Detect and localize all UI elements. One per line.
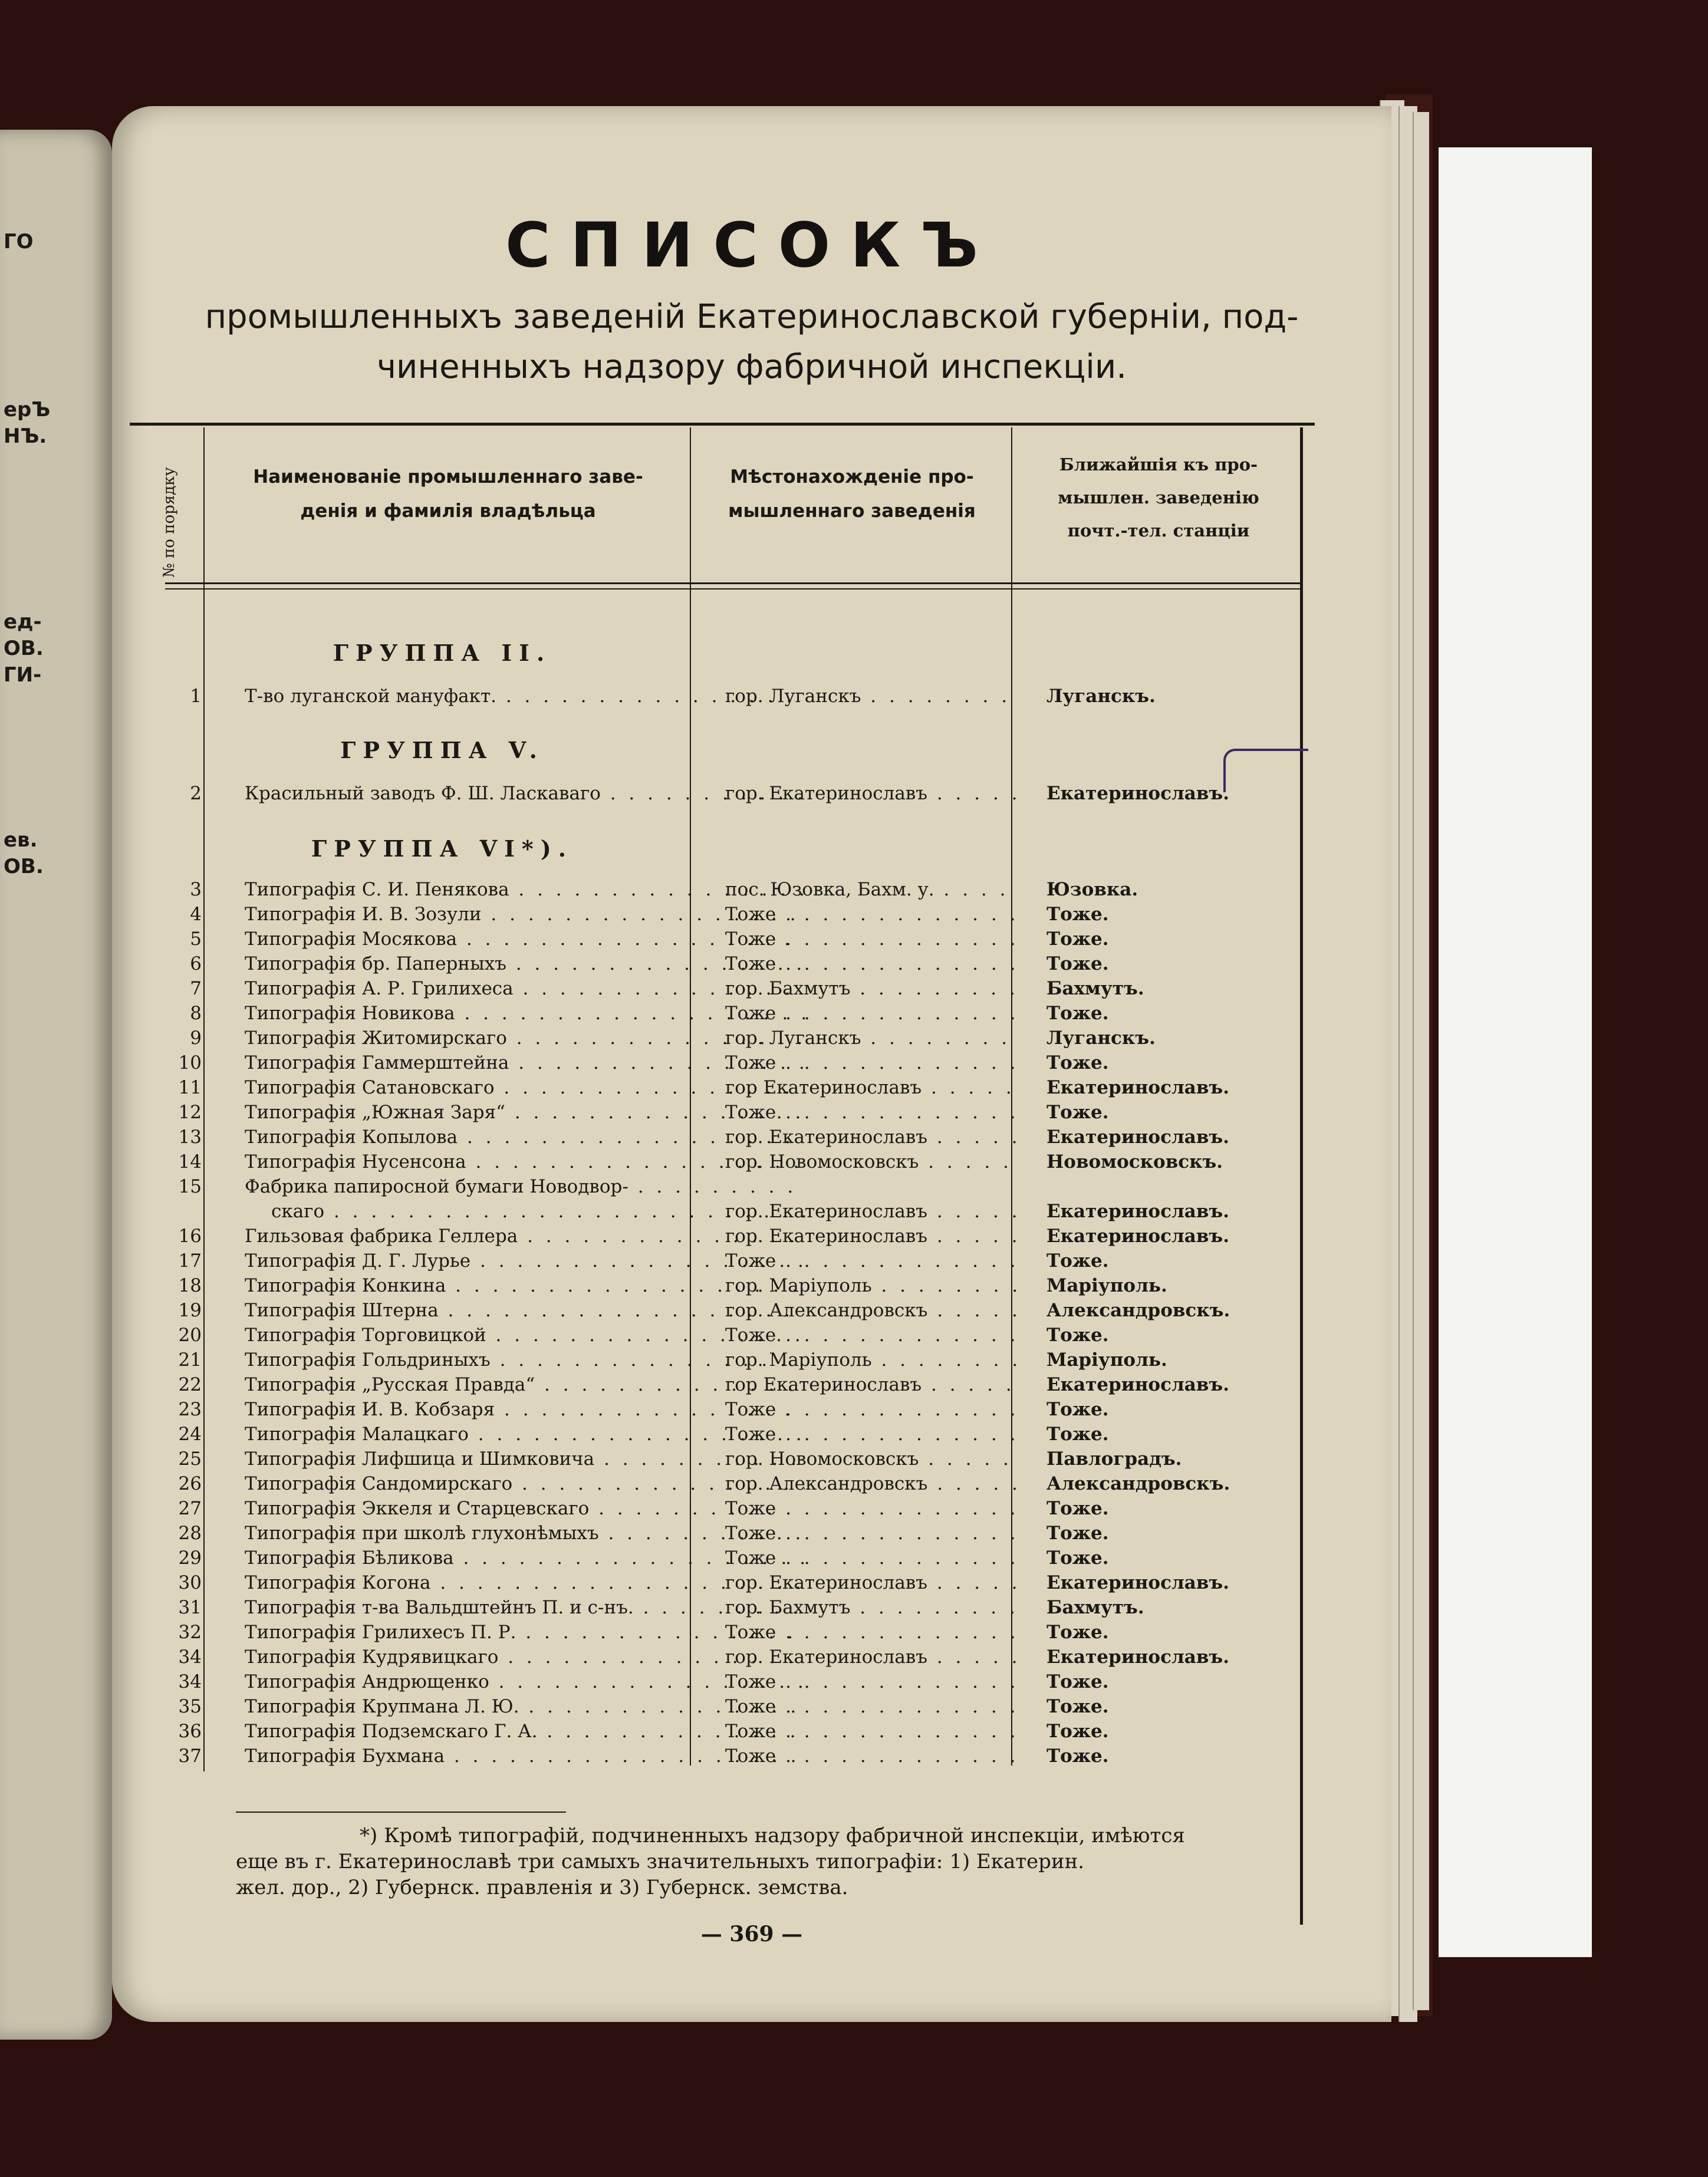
establishment-name-continued: скаго . . . [271, 1199, 831, 1224]
table-row [112, 1546, 1391, 1570]
footnote-line: жел. дор., 2) Губернск. правленія и 3) Губернск. земства. [236, 1876, 848, 1899]
establishment-name: Типографія Копылова . . . [245, 1125, 805, 1150]
establishment-location: Тоже . . . [725, 902, 1020, 927]
post-station: Тоже. [1046, 904, 1109, 925]
backing-card [1439, 147, 1592, 1957]
row-number: 19 [178, 1300, 202, 1321]
establishment-name: Типографія Андрющенко . . . [245, 1669, 805, 1694]
post-station: Тоже. [1046, 1721, 1109, 1742]
left-page-text: ОВ. [4, 637, 44, 660]
table-row [112, 1570, 1391, 1595]
establishment-name: Типографія Штерна . . . [245, 1298, 805, 1323]
row-number: 4 [190, 904, 202, 925]
row-number: 31 [178, 1597, 202, 1618]
establishment-name: Красильный заводъ Ф. Ш. Ласкаваго . . . [245, 781, 805, 806]
header-num-label: № по порядку [160, 467, 178, 578]
header-bottom-rule [165, 588, 1303, 589]
table-row [112, 877, 1391, 902]
establishment-location: Тоже . . . [725, 1249, 1020, 1273]
table-row [112, 1150, 1391, 1174]
row-number: 21 [178, 1349, 202, 1371]
establishment-location: гор. Бахмутъ . . . [725, 1595, 1020, 1620]
establishment-location: гор. Новомосковскъ . . . [725, 1150, 1020, 1174]
establishment-location: Тоже . . . [725, 1744, 1020, 1768]
row-number: 35 [178, 1696, 202, 1717]
row-number: 28 [178, 1523, 202, 1544]
post-station: Бахмутъ. [1046, 978, 1144, 999]
establishment-location: гор. Маріуполь . . . [725, 1348, 1020, 1372]
row-number: 37 [178, 1745, 202, 1767]
establishment-name: Фабрика папиросной бумаги Новодвор- . . . [245, 1174, 805, 1199]
left-page-text: НЪ. [4, 424, 47, 448]
post-station: Александровскъ. [1046, 1300, 1230, 1321]
establishment-location: Тоже . . . [725, 1050, 1020, 1075]
left-page-text: ГИ- [4, 663, 42, 687]
group-title: ГРУППА V. [340, 737, 544, 763]
row-number: 30 [178, 1572, 202, 1593]
row-number: 16 [178, 1226, 202, 1247]
row-number: 24 [178, 1424, 202, 1445]
left-page-text: ев. [4, 828, 38, 852]
row-number: 10 [178, 1052, 202, 1073]
table-row [112, 1620, 1391, 1645]
establishment-location: гор. Екатеринославъ . . . [725, 1570, 1020, 1595]
ink-bracket-mark [1223, 749, 1308, 792]
establishment-location: гор. Луганскъ . . . [725, 684, 1020, 709]
establishment-name: Типографія Кудрявицкаго . . . [245, 1645, 805, 1669]
row-number: 13 [178, 1127, 202, 1148]
header-location [696, 460, 1008, 528]
left-page-text: ед- [4, 610, 42, 634]
row-number: 15 [178, 1176, 202, 1197]
header-post-line: Ближайшія къ про- [1059, 454, 1258, 475]
establishment-location: Тоже . . . [725, 951, 1020, 976]
row-number: 3 [190, 879, 202, 900]
establishment-name: Типографія Сандомирскаго . . . [245, 1471, 805, 1496]
table-row [112, 1521, 1391, 1546]
establishment-location: гор. Екатеринославъ . . . [725, 1199, 1020, 1224]
header-post-station [1017, 448, 1300, 547]
establishment-location: гор. Екатеринославъ . . . [725, 1224, 1020, 1249]
establishment-location: гор. Екатеринославъ . . . [725, 781, 1020, 806]
footnote-rule [236, 1812, 566, 1813]
post-station: Юзовка. [1046, 879, 1138, 900]
table-row [112, 1372, 1391, 1397]
establishment-name: Типографія „Русская Правда“ . . . [245, 1372, 805, 1397]
establishment-name: Типографія Житомирскаго . . . [245, 1026, 805, 1050]
establishment-name: Типографія Бѣликова . . . [245, 1546, 805, 1570]
post-station: Екатеринославъ. [1046, 1201, 1229, 1222]
post-station: Александровскъ. [1046, 1473, 1230, 1494]
left-page-fragment [0, 130, 112, 2040]
table-row [112, 1298, 1391, 1323]
establishment-name: Типографія Гольдриныхъ . . . [245, 1348, 805, 1372]
table-row [112, 1719, 1391, 1744]
post-station: Екатеринославъ. [1046, 783, 1229, 804]
row-number: 5 [190, 928, 202, 950]
establishment-name: Типографія Эккеля и Старцевскаго . . . [245, 1496, 805, 1521]
page-title: СПИСОКЪ [505, 209, 998, 281]
table-row [112, 1471, 1391, 1496]
table-row [112, 1125, 1391, 1150]
table-row [112, 976, 1391, 1001]
page-subtitle: промышленныхъ заведеній Екатеринославской губерніи, под- [205, 298, 1299, 336]
establishment-location: Тоже . . . [725, 1001, 1020, 1026]
left-page-text: ГО [4, 230, 34, 253]
left-page-text: ерЪ [4, 398, 51, 421]
page-edge [1413, 112, 1429, 2010]
header-location-line: мышленнаго заведенія [728, 500, 976, 522]
establishment-location: Тоже . . . [725, 1397, 1020, 1422]
footnote-line: *) Кромѣ типографій, подчиненныхъ надзору фабричной инспекціи, имѣются [360, 1824, 1185, 1847]
establishment-name: Типографія Нусенсона . . . [245, 1150, 805, 1174]
establishment-name: Типографія т-ва Вальдштейнъ П. и с-нъ. . . . [245, 1595, 805, 1620]
post-station: Тоже. [1046, 1102, 1109, 1123]
table-row [112, 1645, 1391, 1669]
post-station: Луганскъ. [1046, 686, 1156, 707]
post-station: Екатеринославъ. [1046, 1077, 1229, 1098]
establishment-location: Тоже . . . [725, 1694, 1020, 1719]
header-bottom-rule [165, 582, 1303, 584]
post-station: Тоже. [1046, 1399, 1109, 1420]
establishment-name: Типографія Конкина . . . [245, 1273, 805, 1298]
row-number: 34 [178, 1646, 202, 1668]
table-top-rule [130, 423, 1315, 426]
post-station: Новомосковскъ. [1046, 1151, 1223, 1173]
post-station: Тоже. [1046, 953, 1109, 974]
establishment-name: Типографія бр. Паперныхъ . . . [245, 951, 805, 976]
header-post-line: почт.-тел. станціи [1067, 521, 1250, 541]
establishment-name: Типографія при школѣ глухонѣмыхъ . . . [245, 1521, 805, 1546]
row-number: 7 [190, 978, 202, 999]
establishment-name: Типографія А. Р. Грилихеса . . . [245, 976, 805, 1001]
header-name-line: денія и фамилія владѣльца [300, 500, 596, 522]
establishment-location: гор. Александровскъ . . . [725, 1298, 1020, 1323]
establishment-name: Типографія Торговицкой . . . [245, 1323, 805, 1348]
row-number: 25 [178, 1448, 202, 1470]
establishment-location: пос. Юзовка, Бахм. у. . . . [725, 877, 1020, 902]
table-row [112, 1224, 1391, 1249]
post-station: Маріуполь. [1046, 1349, 1167, 1371]
establishment-location: гор. Луганскъ . . . [725, 1026, 1020, 1050]
establishment-location: Тоже . . . [725, 1100, 1020, 1125]
row-number: 2 [190, 783, 202, 804]
row-number: 23 [178, 1399, 202, 1420]
establishment-location: Тоже . . . [725, 927, 1020, 951]
establishment-name: Типографія Малацкаго . . . [245, 1422, 805, 1447]
post-station: Тоже. [1046, 1325, 1109, 1346]
group-title: ГРУППА II. [333, 640, 552, 666]
table-row [112, 1100, 1391, 1125]
table-row [112, 1669, 1391, 1694]
table-row [112, 1050, 1391, 1075]
post-station: Екатеринославъ. [1046, 1226, 1229, 1247]
establishment-location: Тоже . . . [725, 1521, 1020, 1546]
establishment-name: Типографія Когона . . . [245, 1570, 805, 1595]
post-station: Тоже. [1046, 928, 1109, 950]
group-title: ГРУППА VI*). [311, 835, 573, 862]
left-page-text: ОВ. [4, 855, 44, 878]
post-station: Тоже. [1046, 1671, 1109, 1692]
post-station: Тоже. [1046, 1523, 1109, 1544]
post-station: Бахмутъ. [1046, 1597, 1144, 1618]
establishment-name: Типографія Д. Г. Лурье . . . [245, 1249, 805, 1273]
row-number: 26 [178, 1473, 202, 1494]
row-number: 36 [178, 1721, 202, 1742]
establishment-location: гор. Бахмутъ . . . [725, 976, 1020, 1001]
table-row [112, 1397, 1391, 1422]
establishment-name: Типографія И. В. Кобзаря . . . [245, 1397, 805, 1422]
row-number: 34 [178, 1671, 202, 1692]
post-station: Маріуполь. [1046, 1275, 1167, 1296]
post-station: Тоже. [1046, 1498, 1109, 1519]
post-station: Тоже. [1046, 1622, 1109, 1643]
table-row [112, 1744, 1391, 1768]
establishment-name: Типографія И. В. Зозули . . . [245, 902, 805, 927]
table-row [112, 1595, 1391, 1620]
table-row [112, 1001, 1391, 1026]
page-subtitle: чиненныхъ надзору фабричной инспекціи. [376, 348, 1127, 386]
post-station: Тоже. [1046, 1696, 1109, 1717]
establishment-name: Т-во луганской мануфакт. . . . [245, 684, 805, 709]
row-number: 11 [178, 1077, 202, 1098]
table-row [112, 902, 1391, 927]
establishment-name: Типографія Гаммерштейна . . . [245, 1050, 805, 1075]
row-number: 8 [190, 1003, 202, 1024]
table-row [112, 951, 1391, 976]
table-row [112, 1694, 1391, 1719]
establishment-name: Типографія Новикова . . . [245, 1001, 805, 1026]
post-station: Тоже. [1046, 1052, 1109, 1073]
post-station: Тоже. [1046, 1003, 1109, 1024]
establishment-location: гор. Екатеринославъ . . . [725, 1125, 1020, 1150]
establishment-location: Тоже . . . [725, 1422, 1020, 1447]
row-number: 32 [178, 1622, 202, 1643]
header-name [212, 460, 684, 528]
footnote-line: еще въ г. Екатеринославѣ три самыхъ значительныхъ типографіи: 1) Екатерин. [236, 1850, 1085, 1873]
table-row [112, 927, 1391, 951]
establishment-location: гор. Александровскъ . . . [725, 1471, 1020, 1496]
page-number: — 369 — [700, 1922, 803, 1947]
document-page [112, 106, 1391, 2022]
post-station: Павлоградъ. [1046, 1448, 1182, 1470]
establishment-location: Тоже . . . [725, 1496, 1020, 1521]
establishment-name: Типографія С. И. Пенякова . . . [245, 877, 805, 902]
table-row [112, 1026, 1391, 1050]
table-row [112, 1273, 1391, 1298]
establishment-location: гор Екатеринославъ . . . [725, 1075, 1020, 1100]
establishment-name: Типографія Подземскаго Г. А. . . . [245, 1719, 805, 1744]
table-row [112, 684, 1391, 709]
establishment-location: гор. Маріуполь . . . [725, 1273, 1020, 1298]
post-station: Екатеринославъ. [1046, 1572, 1229, 1593]
header-location-line: Мѣстонахожденіе про- [730, 466, 974, 488]
establishment-name: Типографія Бухмана . . . [245, 1744, 805, 1768]
post-station: Тоже. [1046, 1547, 1109, 1569]
row-number: 1 [190, 686, 202, 707]
row-number: 22 [178, 1374, 202, 1395]
table-row [112, 1075, 1391, 1100]
table-row [112, 1447, 1391, 1471]
establishment-location: гор. Екатеринославъ . . . [725, 1645, 1020, 1669]
row-number: 17 [178, 1250, 202, 1272]
post-station: Екатеринославъ. [1046, 1127, 1229, 1148]
establishment-location: гор Екатеринославъ . . . [725, 1372, 1020, 1397]
establishment-location: Тоже . . . [725, 1620, 1020, 1645]
post-station: Екатеринославъ. [1046, 1646, 1229, 1668]
table-row [112, 1249, 1391, 1273]
establishment-name: Типографія „Южная Заря“ . . . [245, 1100, 805, 1125]
row-number: 12 [178, 1102, 202, 1123]
post-station: Тоже. [1046, 1424, 1109, 1445]
row-number: 6 [190, 953, 202, 974]
row-number: 9 [190, 1027, 202, 1049]
table-row [112, 1496, 1391, 1521]
establishment-name: Типографія Мосякова . . . [245, 927, 805, 951]
row-number: 14 [178, 1151, 202, 1173]
row-number: 20 [178, 1325, 202, 1346]
header-post-line: мышлен. заведенію [1058, 488, 1259, 508]
establishment-location: Тоже . . . [725, 1669, 1020, 1694]
table-row [112, 1174, 1391, 1222]
establishment-location: Тоже . . . [725, 1323, 1020, 1348]
establishment-location: гор. Новомосковскъ . . . [725, 1447, 1020, 1471]
post-station: Екатеринославъ. [1046, 1374, 1229, 1395]
table-row [112, 781, 1391, 806]
establishment-name: Типографія Сатановскаго . . . [245, 1075, 805, 1100]
establishment-name: Гильзовая фабрика Геллера . . . [245, 1224, 805, 1249]
establishment-name: Типографія Лифшица и Шимковича . . . [245, 1447, 805, 1471]
establishment-name: Типографія Грилихесъ П. Р. . . . [245, 1620, 805, 1645]
post-station: Тоже. [1046, 1745, 1109, 1767]
table-row [112, 1422, 1391, 1447]
header-name-line: Наименованіе промышленнаго заве- [253, 466, 643, 488]
establishment-name: Типографія Крупмана Л. Ю. . . . [245, 1694, 805, 1719]
table-row [112, 1323, 1391, 1348]
establishment-location: Тоже . . . [725, 1546, 1020, 1570]
table-row [112, 1348, 1391, 1372]
row-number: 18 [178, 1275, 202, 1296]
post-station: Тоже. [1046, 1250, 1109, 1272]
row-number: 29 [178, 1547, 202, 1569]
row-number: 27 [178, 1498, 202, 1519]
establishment-location: Тоже . . . [725, 1719, 1020, 1744]
post-station: Луганскъ. [1046, 1027, 1156, 1049]
